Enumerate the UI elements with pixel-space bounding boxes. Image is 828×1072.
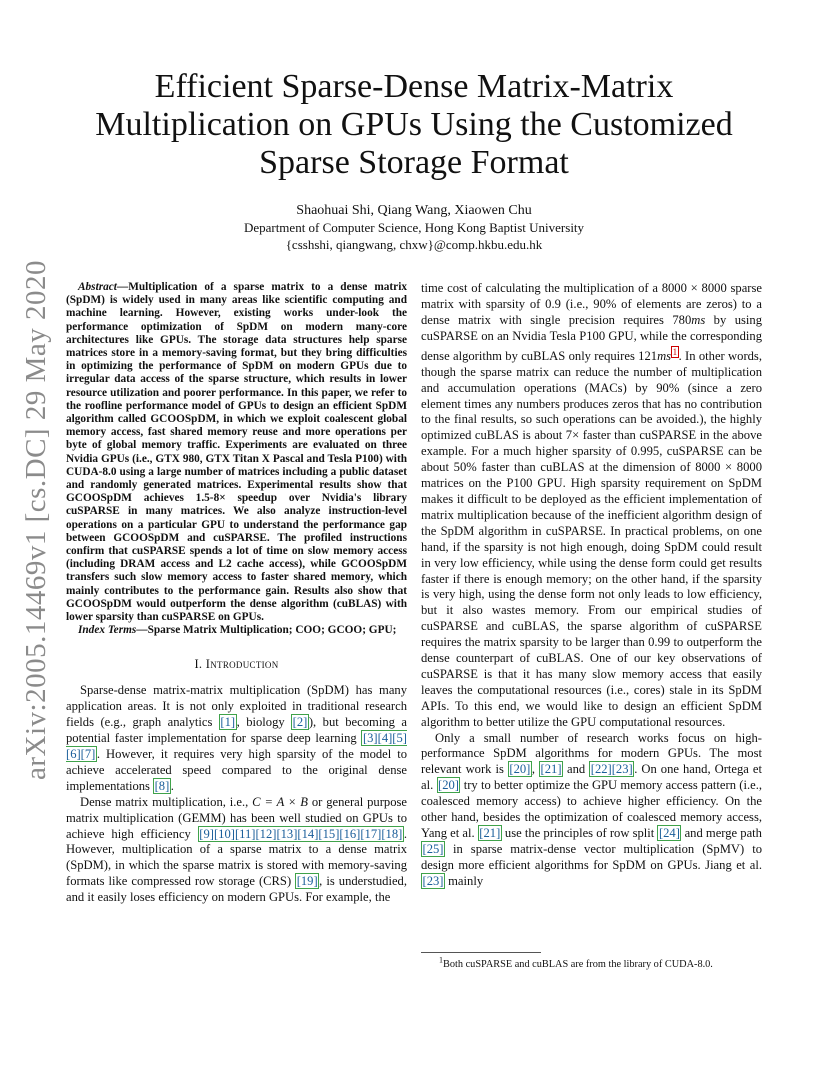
- abstract-label: Abstract: [78, 281, 117, 293]
- right-paragraph-1: [421, 281, 762, 731]
- intro-paragraph-1: [66, 683, 407, 794]
- text-run: or general purpose matrix multiplication (GEMM) has been well studied on GPUs to achieve high efficiency: [66, 794, 408, 841]
- citation-link[interactable]: [20]: [509, 762, 531, 777]
- index-terms-label: Index Terms: [78, 624, 137, 637]
- text-run: ,: [531, 762, 540, 777]
- footnote: [421, 955, 762, 971]
- text-run: Dense matrix multiplication, i.e.,: [80, 794, 253, 809]
- abstract: [66, 281, 407, 624]
- text-run: . In other words, though the sparse matrix can reduce the number of multiplication and accumulation operations (MACs) by 90% (since a zero element times any numbers produces zeros that has no contribution to the final results, so such operations can be avoided.), the highly optimized cuBLAS is about 7× faster than cuSPARSE in the above example. For a much higher sparsity of 0.995, cuSPARSE can be about 50% faster than cuBLAS at the dimension of 8000 × 8000 matrices on the P100 GPU. High sparsity requirement on SpDM makes it difficult to be deployed as the efficient implementation of matrix multiplication because of the inefficient algorithm design of the SpDM algorithm in cuSPARSE. In practical problems, on one hand, if the sparsity is not high enough, doing SpDM could result in very low efficiency, while using the dense form could get results faster if there is enough memory; on the other hand, if the sparsity is very high, using the dense form not only leads to low efficiency, but it also wastes memory. From our empirical studies of cuSPARSE and cuBLAS, the sparse algorithm of cuSPARSE requires the matrix sparsity to be larger than 0.99 to outperform the dense counterpart of cuBLAS. One of our key observations of cuSPARSE is that it has many slow memory access that easily leaves the computational resources (i.e., cores) stale in its SpDM APIs. To this end, we would like to design an efficient SpDM algorithm to better utilize the GPU computational resources.: [421, 348, 762, 729]
- citation-link[interactable]: [20]: [438, 778, 459, 793]
- text-run: Only a small number of research works focus on high-performance SpDM algorithms for modern GPUs. The most relevant work is: [421, 730, 762, 777]
- citation-link[interactable]: [25]: [422, 841, 444, 856]
- footnote-mark: 1: [439, 955, 443, 965]
- footnote-divider: [421, 952, 541, 953]
- author-list: Shaohuai Shi, Qiang Wang, Xiaowen Chu: [296, 203, 532, 218]
- unit-ms: ms: [657, 348, 672, 363]
- section-heading-introduction: I. Introduction: [194, 657, 279, 672]
- left-column: [66, 281, 407, 906]
- text-run: try to better optimize the GPU memory access pattern (i.e., coalesced memory access) to achieve higher efficiency. On the other hand, besides the optimization of coalesced memory access, Yang et al.: [421, 778, 762, 840]
- text-run: . However, it requires very high sparsity of the model to achieve accelerated speed compared to the original dense implementations: [66, 747, 407, 793]
- paper-title: Efficient Sparse-Dense Matrix-Matrix Multiplication on GPUs Using the Customized Sparse Storage Format: [95, 68, 733, 181]
- unit-ms: ms: [691, 312, 706, 327]
- right-paragraph-2: [421, 731, 762, 890]
- text-run: and merge path: [681, 826, 762, 840]
- text-run: by using cuSPARSE on an Nvidia Tesla P100 GPU, while the corresponding dense algorithm by cuBLAS only requires 121: [421, 312, 763, 363]
- text-run: , is understudied, and it easily loses efficiency on modern GPUs. For example, the: [66, 874, 407, 905]
- text-run: .: [170, 778, 174, 793]
- text-run: . On one hand, Ortega et al.: [421, 762, 762, 793]
- citation-link[interactable]: [24]: [658, 826, 680, 840]
- text-run: Sparse-dense matrix-matrix multiplication (SpDM) has many application areas. It is not only exploited in traditional research fields (e.g., graph analytics: [66, 683, 407, 730]
- citation-link[interactable]: [23]: [422, 873, 444, 888]
- citation-link[interactable]: [22][23]: [590, 762, 633, 777]
- arxiv-identifier[interactable]: arXiv:2005.14469v1 [cs.DC] 29 May 2020: [20, 260, 52, 781]
- citation-link[interactable]: [19]: [296, 874, 318, 889]
- index-terms: [66, 624, 407, 637]
- footnote-link[interactable]: 1: [672, 346, 678, 357]
- text-run: mainly: [444, 873, 484, 888]
- right-column: [421, 281, 762, 890]
- citation-link[interactable]: [9][10][11][12][13][14][15][16][17][18]: [199, 826, 403, 841]
- citation-link[interactable]: [2]: [292, 715, 308, 730]
- text-run: and: [563, 762, 590, 777]
- text-run: in sparse matrix-dense vector multiplication (SpMV) to design more efficient algorithms for SpDM on GPUs. Jiang et al.: [421, 841, 762, 872]
- citation-link[interactable]: [21]: [479, 826, 501, 840]
- text-run: use the principles of row split: [501, 826, 658, 840]
- gemm-equation: C = A × B: [252, 794, 308, 809]
- affiliation: Department of Computer Science, Hong Kong Baptist University: [243, 220, 585, 235]
- index-terms-text: —Sparse Matrix Multiplication; COO; GCOO; GPU;: [136, 624, 397, 637]
- citation-link[interactable]: [21]: [540, 762, 562, 777]
- citation-link[interactable]: [3][4][5][6][7]: [66, 731, 407, 762]
- footnote-text: Both cuSPARSE and cuBLAS are from the library of CUDA-8.0.: [443, 959, 713, 970]
- text-run: ), but becoming a potential faster implementation for sparse deep learning: [66, 715, 407, 746]
- citation-link[interactable]: [1]: [220, 715, 236, 730]
- abstract-text: —Multiplication of a sparse matrix to a dense matrix (SpDM) is widely used in many areas like scientific computing and machine learning. However, existing works under-look the performance optimization of SpDM on modern many-core architectures like GPUs. The storage data structures help sparse matrices store in a memory-saving format, but they bring difficulties in optimizing the performance of SpDM on modern GPUs due to irregular data access of the sparse structure, which results in lower resource utilization and poorer performance. In this paper, we refer to the roofline performance model of GPUs to design an efficient SpDM algorithm called GCOOSpDM, in which we exploit coalescent global memory access, fast shared memory reuse and more operations per byte of global memory traffic. Experiments are evaluated on three Nvidia GPUs (i.e., GTX 980, GTX Titan X Pascal and Tesla P100) with CUDA-8.0 using a large number of matrices including a public dataset and randomly generated matrices. Experimental results show that GCOOSpDM achieves 1.5-8× speedup over Nvidia's library cuSPARSE in many matrices. We also analyze instruction-level operations on a particular GPU to understand the performance gap between GCOOSpDM and cuSPARSE. The profiled instructions confirm that cuSPARSE spends a lot of time on slow memory access (including DRAM access and L2 cache access), while GCOOSpDM transfers such slow memory access to faster shared memory, which mainly contributes to the performance gain. Results also show that GCOOSpDM would outperform the dense algorithm (cuBLAS) with lower sparsity than cuSPARSE on GPUs.: [66, 281, 407, 624]
- citation-link[interactable]: [8]: [154, 778, 170, 793]
- email-addresses: {csshshi, qiangwang, chxw}@comp.hkbu.edu.hk: [285, 237, 543, 252]
- text-run: , biology: [236, 715, 292, 730]
- text-run: . However, multiplication of a sparse matrix to a dense matrix (SpDM), in which the sparse matrix is stored with memory-saving formats like compressed row storage (CRS): [66, 826, 407, 889]
- text-run: time cost of calculating the multiplication of a 8000 × 8000 sparse matrix with sparsity of 0.9 (i.e., 90% of elements are zeros) to a dense matrix with single precision requires 780: [421, 281, 762, 327]
- intro-paragraph-2: [66, 795, 407, 906]
